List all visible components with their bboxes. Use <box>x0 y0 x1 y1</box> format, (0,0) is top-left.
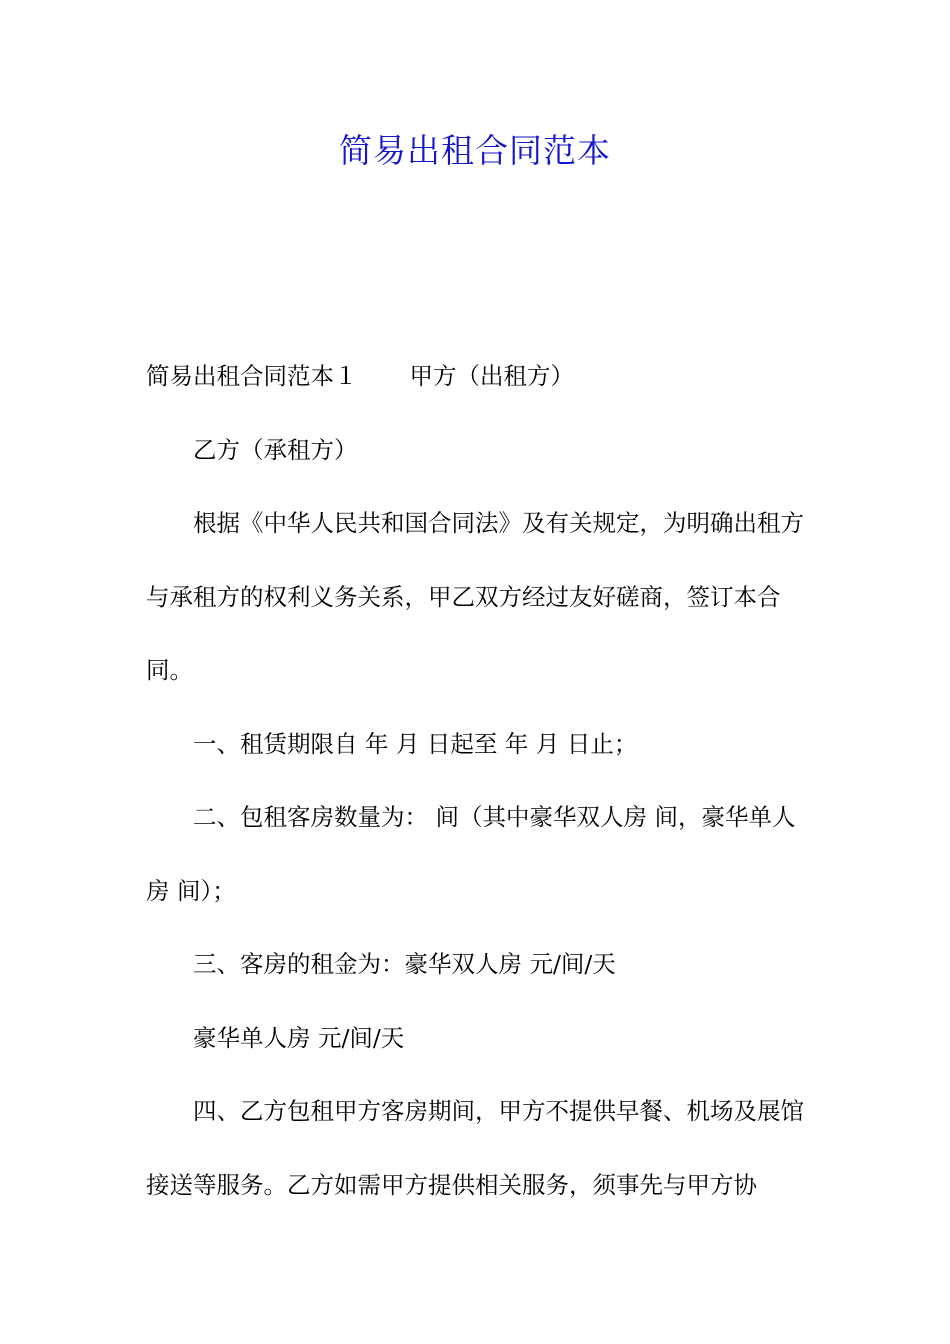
paragraph-rent-single: 豪华单人房 元/间/天 <box>193 1023 405 1052</box>
document-title: 简易出租合同范本 <box>339 131 611 170</box>
document-body <box>146 340 806 1222</box>
paragraph-preamble: 根据《中华人民共和国合同法》及有关规定，为明确出租方与承租方的权利义务关系，甲乙双方经过友好磋商，签订本合同。 <box>146 509 804 684</box>
paragraph-party-b: 乙方（承租方） <box>193 435 358 464</box>
paragraph-rent-double: 三、客房的租金为：豪华双人房 元/间/天 <box>193 950 616 978</box>
party-a-label: 甲方（出租方） <box>409 362 574 390</box>
paragraph-room-count: 二、包租客房数量为： 间（其中豪华双人房 间，豪华单人房 间）； <box>146 803 796 905</box>
paragraph-services: 四、乙方包租甲方客房期间，甲方不提供早餐、机场及展馆接送等服务。乙方如需甲方提供相关服务，须事先与甲方协 <box>146 1097 804 1199</box>
section-heading: 简易出租合同范本１ <box>146 362 358 390</box>
paragraph-term: 一、租赁期限自 年 月 日起至 年 月 日止； <box>193 729 638 758</box>
paragraph-heading <box>146 340 806 414</box>
